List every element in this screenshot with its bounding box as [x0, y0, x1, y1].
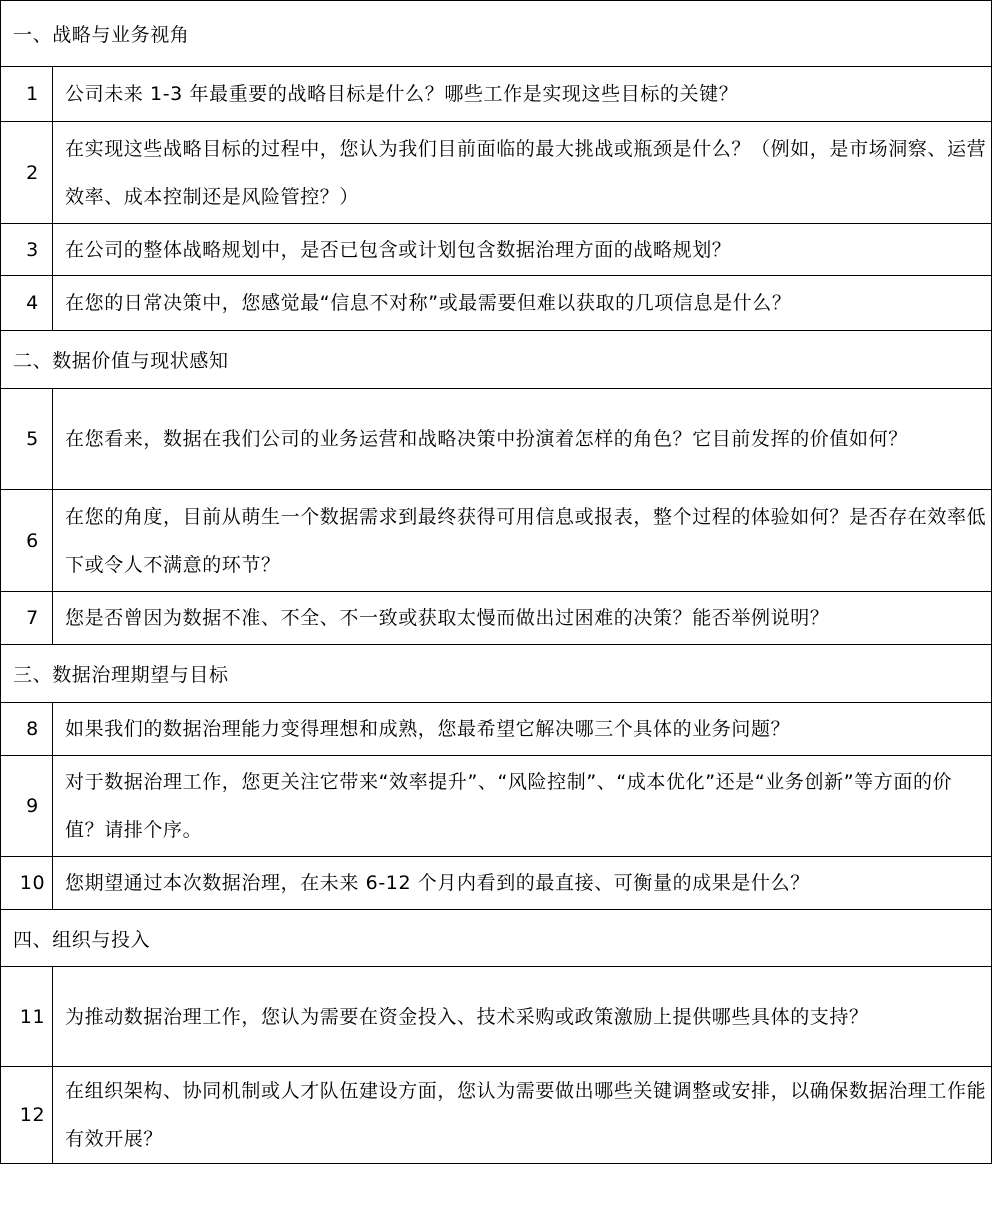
- section-header-row: [1, 910, 992, 967]
- question-number: 5: [1, 389, 53, 490]
- question-row: [1, 490, 992, 592]
- question-text: 您期望通过本次数据治理，在未来 6-12 个月内看到的最直接、可衡量的成果是什么？: [53, 857, 992, 910]
- question-row: [1, 967, 992, 1067]
- question-text: 您是否曾因为数据不准、不全、不一致或获取太慢而做出过困难的决策？能否举例说明？: [53, 592, 992, 645]
- question-text: 公司未来 1-3 年最重要的战略目标是什么？哪些工作是实现这些目标的关键？: [53, 67, 992, 122]
- section-title: 一、战略与业务视角: [1, 1, 992, 67]
- question-number: 3: [1, 224, 53, 276]
- question-number: 10: [1, 857, 53, 910]
- question-row: [1, 276, 992, 331]
- question-number: 8: [1, 703, 53, 756]
- question-number: 2: [1, 122, 53, 224]
- question-number: 11: [1, 967, 53, 1067]
- section-header-row: [1, 331, 992, 389]
- question-text: 对于数据治理工作，您更关注它带来“效率提升”、“风险控制”、“成本优化”还是“业务创新”等方面的价值？请排个序。: [53, 756, 992, 857]
- question-number: 7: [1, 592, 53, 645]
- question-text: 如果我们的数据治理能力变得理想和成熟，您最希望它解决哪三个具体的业务问题？: [53, 703, 992, 756]
- question-number: 4: [1, 276, 53, 331]
- question-text: 为推动数据治理工作，您认为需要在资金投入、技术采购或政策激励上提供哪些具体的支持？: [53, 967, 992, 1067]
- question-number: 6: [1, 490, 53, 592]
- section-header-row: [1, 645, 992, 703]
- question-text: 在您的角度，目前从萌生一个数据需求到最终获得可用信息或报表，整个过程的体验如何？是否存在效率低下或令人不满意的环节？: [53, 490, 992, 592]
- question-number: 1: [1, 67, 53, 122]
- question-row: [1, 1067, 992, 1164]
- question-text: 在实现这些战略目标的过程中，您认为我们目前面临的最大挑战或瓶颈是什么？（例如，是市场洞察、运营效率、成本控制还是风险管控？）: [53, 122, 992, 224]
- section-title: 二、数据价值与现状感知: [1, 331, 992, 389]
- question-number: 9: [1, 756, 53, 857]
- question-text: 在组织架构、协同机制或人才队伍建设方面，您认为需要做出哪些关键调整或安排，以确保数据治理工作能有效开展？: [53, 1067, 992, 1164]
- question-row: [1, 389, 992, 490]
- question-text: 在您看来，数据在我们公司的业务运营和战略决策中扮演着怎样的角色？它目前发挥的价值如何？: [53, 389, 992, 490]
- question-row: [1, 67, 992, 122]
- question-row: [1, 857, 992, 910]
- question-number: 12: [1, 1067, 53, 1164]
- question-text: 在您的日常决策中，您感觉最“信息不对称”或最需要但难以获取的几项信息是什么？: [53, 276, 992, 331]
- question-row: [1, 122, 992, 224]
- question-text: 在公司的整体战略规划中，是否已包含或计划包含数据治理方面的战略规划？: [53, 224, 992, 276]
- section-title: 四、组织与投入: [1, 910, 992, 967]
- question-row: [1, 756, 992, 857]
- question-row: [1, 592, 992, 645]
- section-title: 三、数据治理期望与目标: [1, 645, 992, 703]
- question-row: [1, 224, 992, 276]
- question-row: [1, 703, 992, 756]
- section-header-row: [1, 1, 992, 67]
